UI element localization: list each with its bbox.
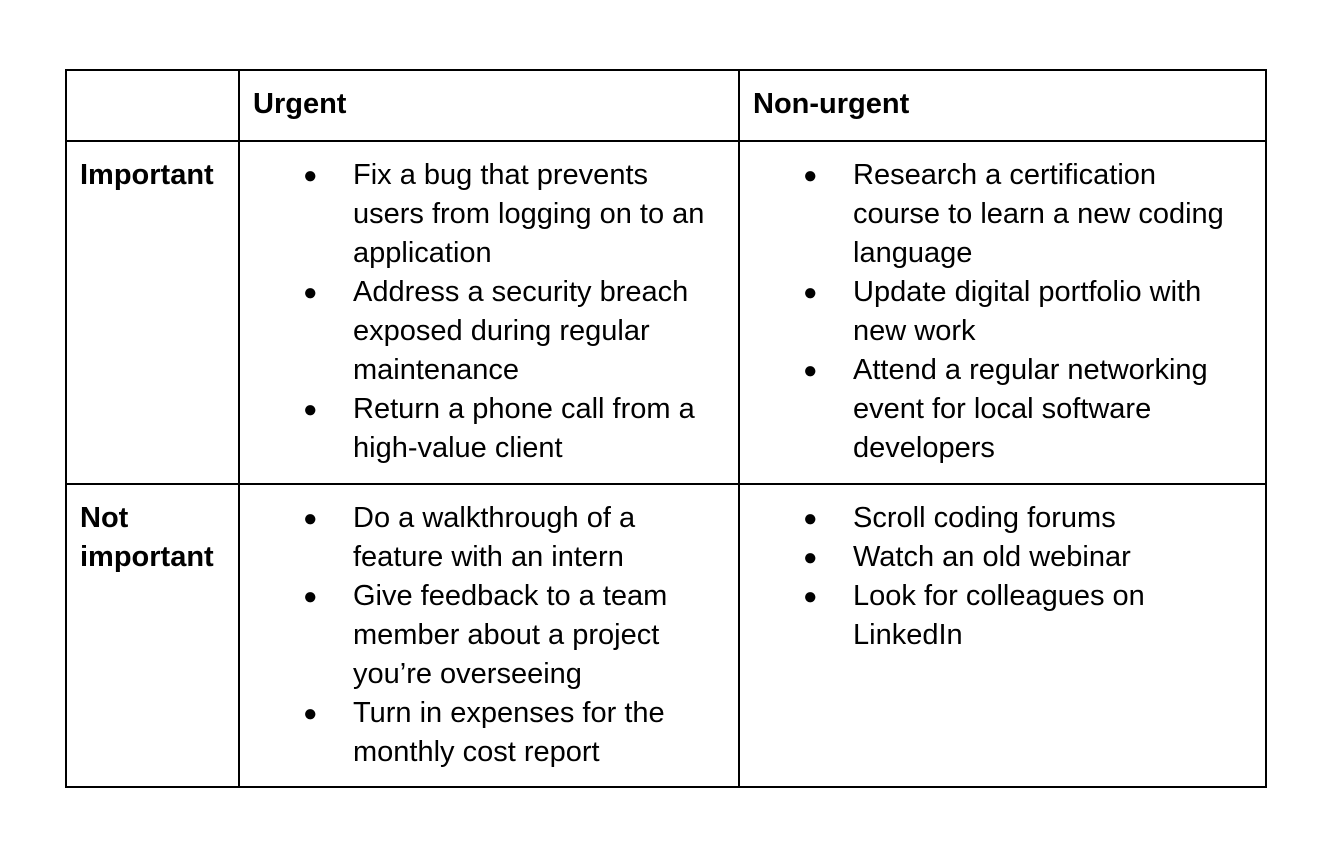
task-list-important-non-urgent [740,156,1247,468]
row-header-not-important: Not important [66,484,239,787]
task-item: ● Watch an old webinar [853,538,1247,577]
task-item: ● Look for colleagues on LinkedIn [853,577,1247,655]
task-item: ● Attend a regular networking event for local software developers [853,351,1247,468]
priority-matrix-table [65,69,1267,788]
column-header-urgent: Urgent [239,70,739,141]
task-item: ● Do a walkthrough of a feature with an intern [353,499,720,577]
task-item: ● Return a phone call from a high-value client [353,390,720,468]
row-important [66,141,1266,484]
cell-not-important-urgent [239,484,739,787]
task-item: ● Scroll coding forums [853,499,1247,538]
row-not-important [66,484,1266,787]
cell-important-non-urgent [739,141,1266,484]
cell-important-urgent [239,141,739,484]
cell-not-important-non-urgent [739,484,1266,787]
task-item: ● Research a certification course to learn a new coding language [853,156,1247,273]
task-item: ● Give feedback to a team member about a project you’re overseeing [353,577,720,694]
header-row [66,70,1266,141]
task-list-not-important-urgent [240,499,720,772]
task-item: ● Update digital portfolio with new work [853,273,1247,351]
task-item: ● Turn in expenses for the monthly cost report [353,694,720,772]
column-header-non-urgent: Non-urgent [739,70,1266,141]
task-item: ● Address a security breach exposed during regular maintenance [353,273,720,390]
task-list-important-urgent [240,156,720,468]
task-list-not-important-non-urgent [740,499,1247,655]
task-item: ● Fix a bug that prevents users from logging on to an application [353,156,720,273]
row-header-important: Important [66,141,239,484]
corner-cell [66,70,239,141]
